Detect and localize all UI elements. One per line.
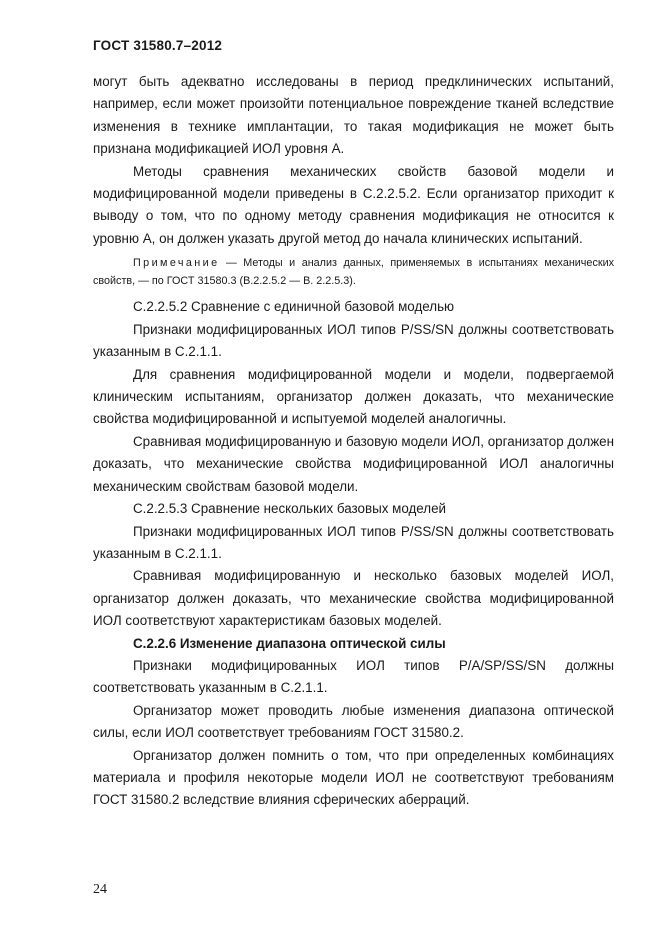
paragraph: могут быть адекватно исследованы в период предклинических испытаний, например, если может произойти потенциальное повреждение тканей вследствие изменения в технике имплантации, то такая модификация не может быть признана модификацией ИОЛ уровня А.: [93, 74, 614, 157]
section-heading-bold: С.2.2.6 Изменение диапазона оптической силы: [133, 635, 446, 651]
note: [93, 255, 614, 290]
page-number: 24: [93, 882, 107, 897]
paragraph: Организатор должен помнить о том, что при определенных комбинациях материала и профиля некоторые модели ИОЛ не соответствуют требованиям ГОСТ 31580.2 вследствие влияния сферических аберраций.: [93, 747, 614, 808]
paragraph: Для сравнения модифицированной модели и модели, подвергаемой клиническим испытаниям, организатор должен доказать, что механические свойства модифицированной и испытуемой моделей аналогичны.: [93, 366, 614, 427]
paragraph: Сравнивая модифицированную и несколько базовых моделей ИОЛ, организатор должен доказать, что механические свойства модифицированной ИОЛ соответствуют характеристикам базовых моделей.: [93, 568, 614, 629]
paragraph: Сравнивая модифицированную и базовую модели ИОЛ, организатор должен доказать, что механические свойства модифицированной ИОЛ аналогичны механическим свойствам базовой модели.: [93, 433, 614, 494]
section-heading: С.2.2.5.2 Сравнение с единичной базовой моделью: [133, 299, 455, 315]
paragraph: Признаки модифицированных ИОЛ типов P/SS/SN должны соответствовать указанным в С.2.1.1.: [93, 523, 614, 561]
page-body: [93, 71, 614, 812]
paragraph: Методы сравнения механических свойств базовой модели и модифицированной модели приведены в С.2.2.5.2. Если организатор приходит к выводу о том, что по одному методу сравнения модификация не относится к уровню А, он должен указать другой метод до начала клинических испытаний.: [93, 163, 614, 246]
paragraph: Признаки модифицированных ИОЛ типов P/SS/SN должны соответствовать указанным в С.2.1.1.: [93, 321, 614, 360]
note-label: Примечание: [133, 257, 220, 270]
paragraph: Организатор может проводить любые изменения диапазона оптической силы, если ИОЛ соответствует требованиям ГОСТ 31580.2.: [93, 702, 614, 741]
section-heading: С.2.2.5.3 Сравнение нескольких базовых моделей: [133, 501, 447, 517]
note-text: — Методы и анализ данных, применяемых в испытаниях механических свойств, — по ГОСТ 31580.3 (В.2.2.5.2 — В. 2.2.5.3).: [93, 257, 614, 287]
paragraph: Признаки модифицированных ИОЛ типов P/A/SP/SS/SN должны соответствовать указанным в С.2.1.1.: [93, 657, 614, 696]
document-header: ГОСТ 31580.7–2012: [93, 38, 223, 53]
